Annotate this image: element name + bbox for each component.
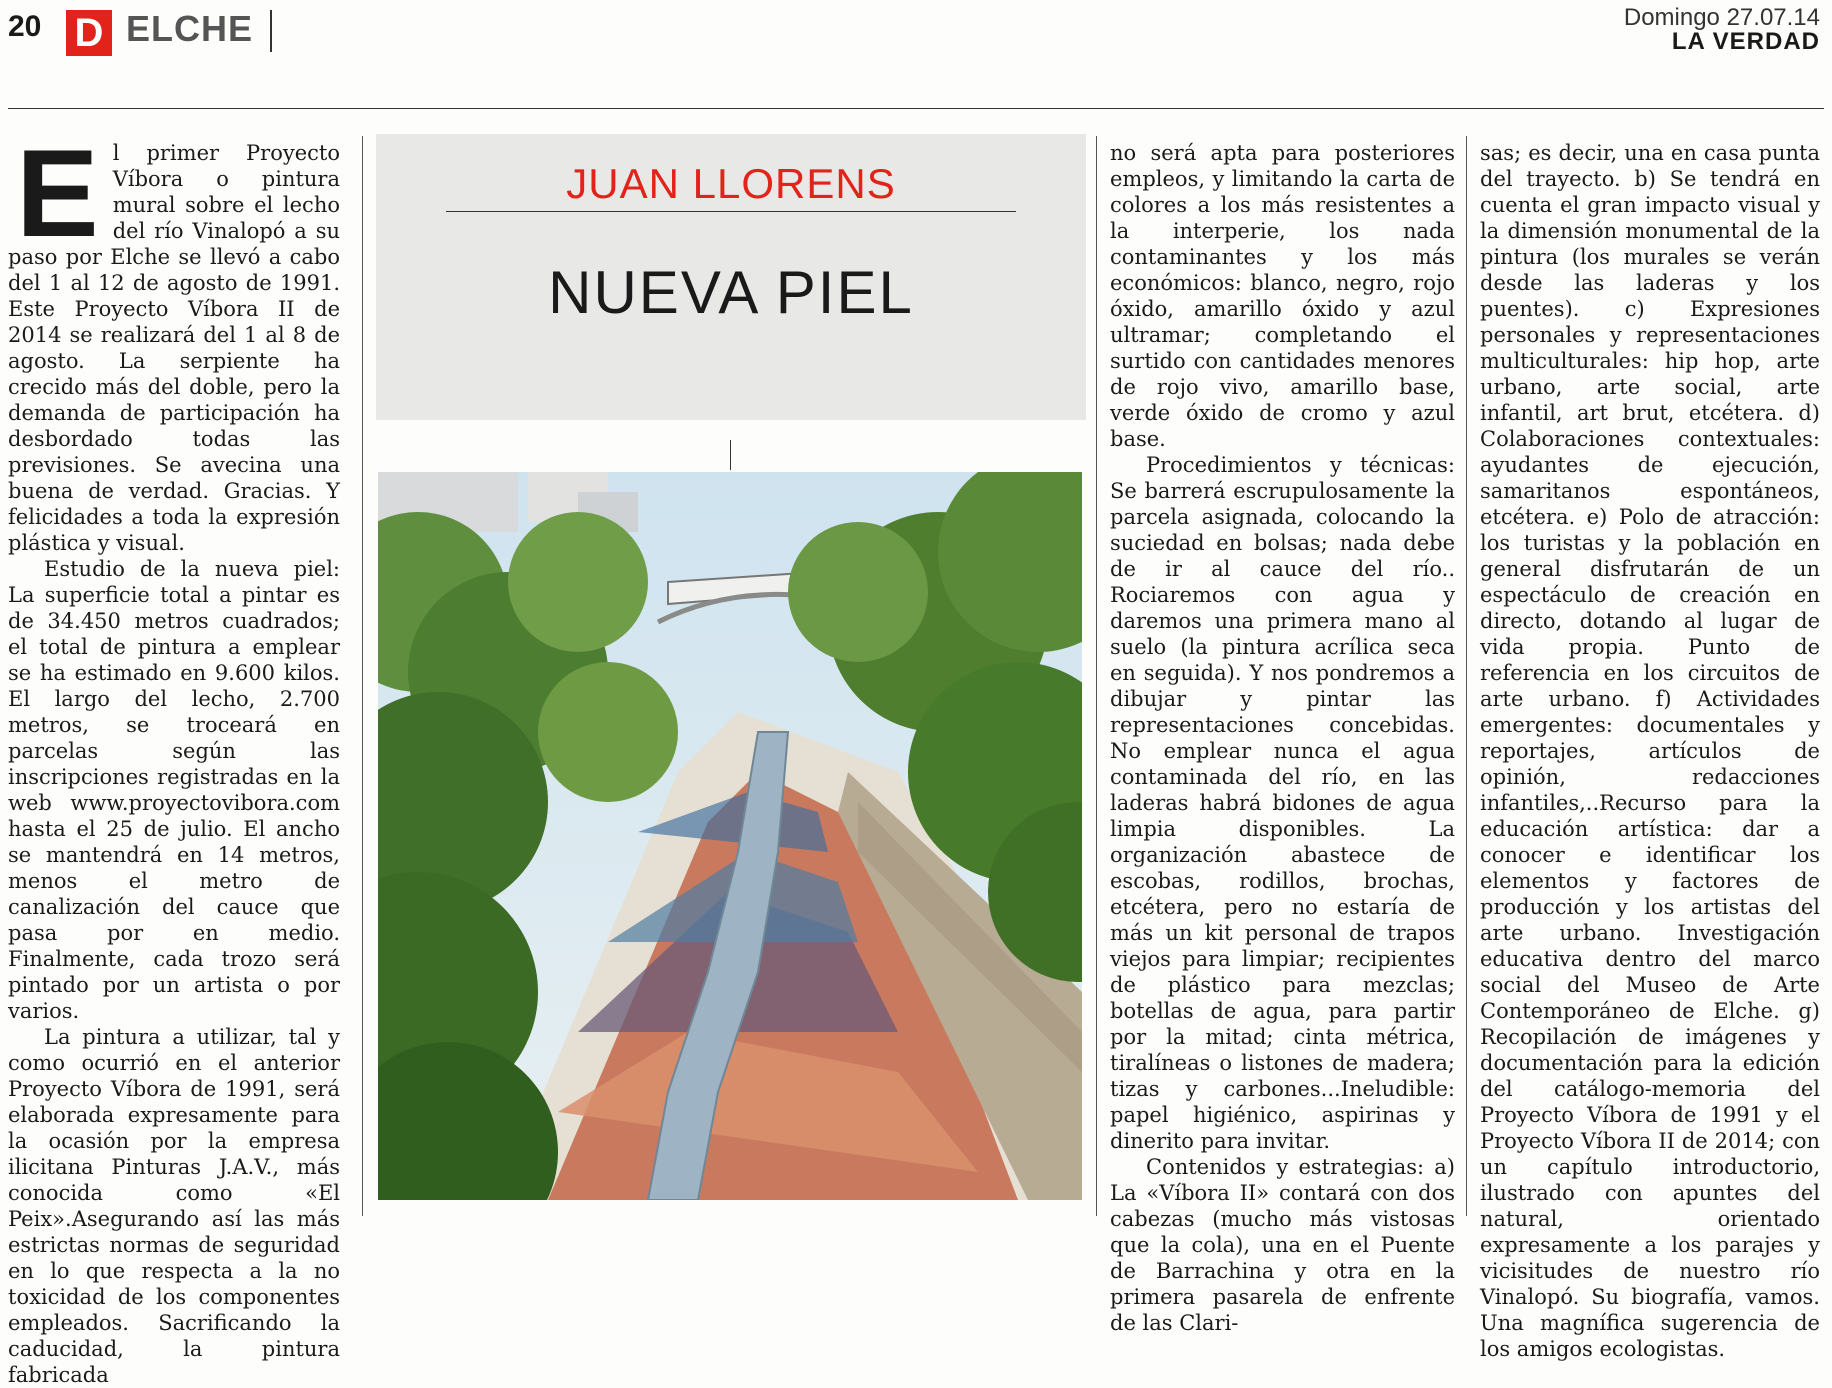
drop-cap: E: [16, 125, 99, 263]
author-name: JUAN LLORENS: [566, 160, 896, 207]
article-column-4: [1480, 140, 1820, 1362]
column-divider: [362, 136, 363, 1216]
header-divider: [8, 108, 1824, 109]
riverbed-mural-photo: [378, 472, 1082, 1200]
section-title: ELCHE: [126, 8, 254, 49]
paragraph: La pintura a utilizar, tal y como ocurrió en el anterior Proyecto Víbora de 1991, será elaborada expresamente para la ocasión por la empresa ilicitana Pinturas J.A.V., más conocida como «El Peix».Asegurando así las más estrictas normas de seguridad en lo que respecta a la no toxicidad de los componentes empleados. Sacrificando la caducidad, la pintura fabricada: [8, 1025, 340, 1387]
newspaper-name: LA VERDAD: [1671, 28, 1820, 55]
issue-date: Domingo 27.07.14: [1623, 4, 1820, 31]
section-separator: [270, 10, 272, 52]
paragraph: Estudio de la nueva piel: La superficie total a pintar es de 34.450 metros cuadrados; el total de pintura a emplear se ha estimado en 9.600 kilos. El largo del lecho, 2.700 metros, se troceará en parcelas según las inscripciones registradas en la web www.proyectovibora.com hasta el 25 de julio. El ancho se mantendrá en 14 metros, menos el metro de canalización del cauce que pasa por en medio. Finalmente, cada trozo será pintado por un artista o por varios.: [8, 557, 340, 1023]
column-divider: [1466, 136, 1467, 1216]
headline: NUEVA PIEL: [548, 259, 914, 326]
decorative-rule: [730, 440, 731, 470]
newspaper-logo: D: [66, 10, 112, 56]
author-rule: [446, 211, 1016, 212]
column-divider: [1096, 136, 1097, 1216]
article-column-1: [8, 125, 340, 1388]
paragraph: l primer Proyecto Víbora o pintura mural sobre el lecho del río Vinalopó a su paso por Elche se llevó a cabo del 1 al 12 de agosto de 1991. Este Proyecto Víbora II de 2014 se realizará del 1 al 8 de agosto. La serpiente ha crecido más del doble, pero la demanda de participación ha desbordado todas las previsiones. Se avecina una buena de verdad. Gracias. Y felicidades a toda la expresión plástica y visual.: [8, 141, 340, 555]
paragraph: no será apta para posteriores empleos, y limitando la carta de colores a los más resistentes a la interperie, los nada contaminantes y los más económicos: blanco, negro, rojo óxido, amarillo óxido y azul ultramar; completando el surtido con cantidades menores de rojo vivo, amarillo base, verde óxido de cromo y azul base.: [1110, 141, 1455, 451]
article-column-3: [1110, 140, 1455, 1336]
paragraph: Procedimientos y técnicas: Se barrerá escrupulosamente la parcela asignada, colocando la suciedad en bolsas; nada debe de ir al cauce del río.. Rociaremos con agua y daremos una primera mano al suelo (la pintura acrílica seca en seguida). Y nos pondremos a dibujar y pintar las representaciones concebidas. No emplear nunca el agua contaminada del río, en las laderas habrá bidones de agua limpia disponibles. La organización abastece de escobas, rodillos, brochas, etcétera, pero no estaría de más un kit personal de trapos viejos para limpiar; recipientes de plástico para mezclas; botellas de agua, para partir por la mitad; cinta métrica, tiralíneas o listones de madera; tizas y carbones...Ineludible: papel higiénico, aspirinas y dinerito para invitar.: [1110, 453, 1455, 1153]
page-number: 20: [8, 10, 42, 43]
paragraph: sas; es decir, una en casa punta del trayecto. b) Se tendrá en cuenta el gran impacto visual y la dimensión monumental de la pintura (los murales se verán desde las laderas y los puentes). c) Expresiones personales y representaciones multiculturales: hip hop, arte urbano, arte social, arte infantil, art brut, etcétera. d) Colaboraciones contextuales: ayudantes de ejecución, samaritanos espontáneos, etcétera. e) Polo de atracción: los turistas y la población en general disfrutarán de un espectáculo de creación en directo, dotando al lugar de vida propia. Punto de referencia en los circuitos de arte urbano. f) Actividades emergentes: documentales y reportajes, artículos de opinión, redacciones infantiles,..Recurso para la educación artística: dar a conocer e identificar los elementos y factores de producción y los artistas del arte urbano. Investigación educativa dentro del marco social del Museo de Arte Contemporáneo de Elche. g) Recopilación de imágenes y documentación para la edición del catálogo-memoria del Proyecto Víbora de 1991 y el Proyecto Víbora II de 2014; con un capítulo introductorio, ilustrado con apuntes del natural, orientado expresamente a los parajes y vicisitudes de nuestro río Vinalopó. Su biografía, vamos. Una magnífica sugerencia de los amigos ecologistas.: [1480, 141, 1820, 1361]
paragraph: Contenidos y estrategias: a) La «Víbora II» contará con dos cabezas (mucho más vistosas que la cola), una en el Puente de Barrachina y otra en la primera pasarela de enfrente de las Clari-: [1110, 1155, 1455, 1335]
